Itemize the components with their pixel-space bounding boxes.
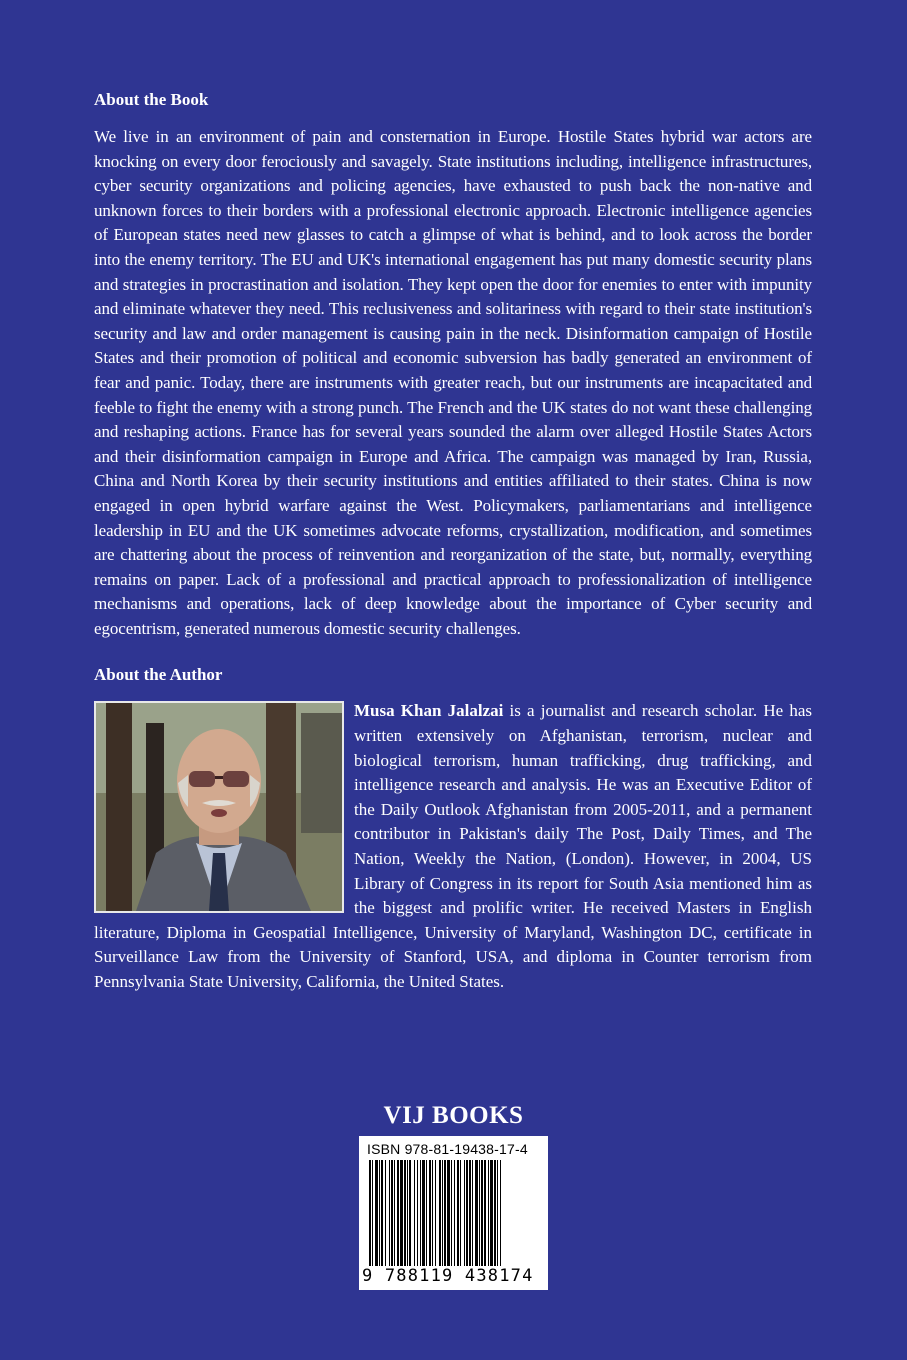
back-cover-content (94, 88, 812, 995)
barcode-digits: 9 788119 438174 (362, 1266, 534, 1286)
author-block (94, 699, 812, 994)
about-author-heading: About the Author (94, 665, 223, 685)
barcode-box (359, 1136, 548, 1290)
author-bio-text: is a journalist and research scholar. He has written extensively on Afghanistan, terrorism, nuclear and biological terrorism, human trafficking, drug trafficking, and intelligence research and analysis. He was an Executive Editor of the Daily Outlook Afghanistan from 2005-2011, and a permanent contributor in Pakistan's daily The Post, Daily Times, and The Nation, Weekly the Nation, (London). However, in 2004, US Library of Congress in its report for South Asia mentioned him as the biggest and prolific writer. He received Masters in English literature, Diploma in Geospatial Intelligence, University of Maryland, Washington DC, certificate in Surveillance Law from the University of Stanford, USA, and diploma in Counter terrorism from Pennsylvania State University, California, the United States. (94, 701, 812, 991)
about-book-text: We live in an environment of pain and consternation in Europe. Hostile States hybrid war actors are knocking on every door ferociously and savagely. State institutions including, intelligence infrastructures, cyber security organizations and policing agencies, have exhausted to push back the non-native and unknown forces to their borders with a professional electronic approach. Electronic intelligence agencies of European states need new glasses to catch a glimpse of what is behind, and to look across the border into the enemy territory. The EU and UK's international engagement has put many domestic security plans and strategies in procrastination and isolation. They kept open the door for enemies to enter with impunity and eliminate whatever they need. This reclusiveness and solitariness with regard to their state institution's security and law and order management is causing pain in the neck. Disinformation campaign of Hostile States and their promotion of political and economic subversion has badly generated an environment of fear and panic. Today, there are instruments with greater reach, but our instruments are incapacitated and feeble to fight the enemy with a strong punch. The French and the UK states do not want these challenging and reshaping actions. France has for several years sounded the alarm over alleged Hostile States Actors and their disinformation campaign in Europe and Africa. The campaign was managed by Iran, Russia, China and North Korea by their security institutions and entities affiliated to their states. China is now engaged in open hybrid warfare against the West. Policymakers, parliamentarians and intelligence leadership in EU and the UK sometimes advocate reforms, crystallization, modification, and sometimes are chattering about the process of reinvention and reorganization of the state, but, normally, everything remains on paper. Lack of a professional and practical approach to professionalization of intelligence mechanisms and operations, lack of deep knowledge about the importance of Cyber security and egocentrism, generated numerous domestic security challenges. (94, 127, 812, 638)
publisher-name: VIJ BOOKS (383, 1102, 524, 1129)
about-book-heading: About the Book (94, 90, 209, 109)
isbn-label: ISBN 978-81-19438-17-4 (367, 1141, 528, 1157)
author-name: Musa Khan Jalalzai (354, 701, 504, 721)
author-photo (94, 701, 344, 913)
barcode-bars (367, 1160, 541, 1266)
